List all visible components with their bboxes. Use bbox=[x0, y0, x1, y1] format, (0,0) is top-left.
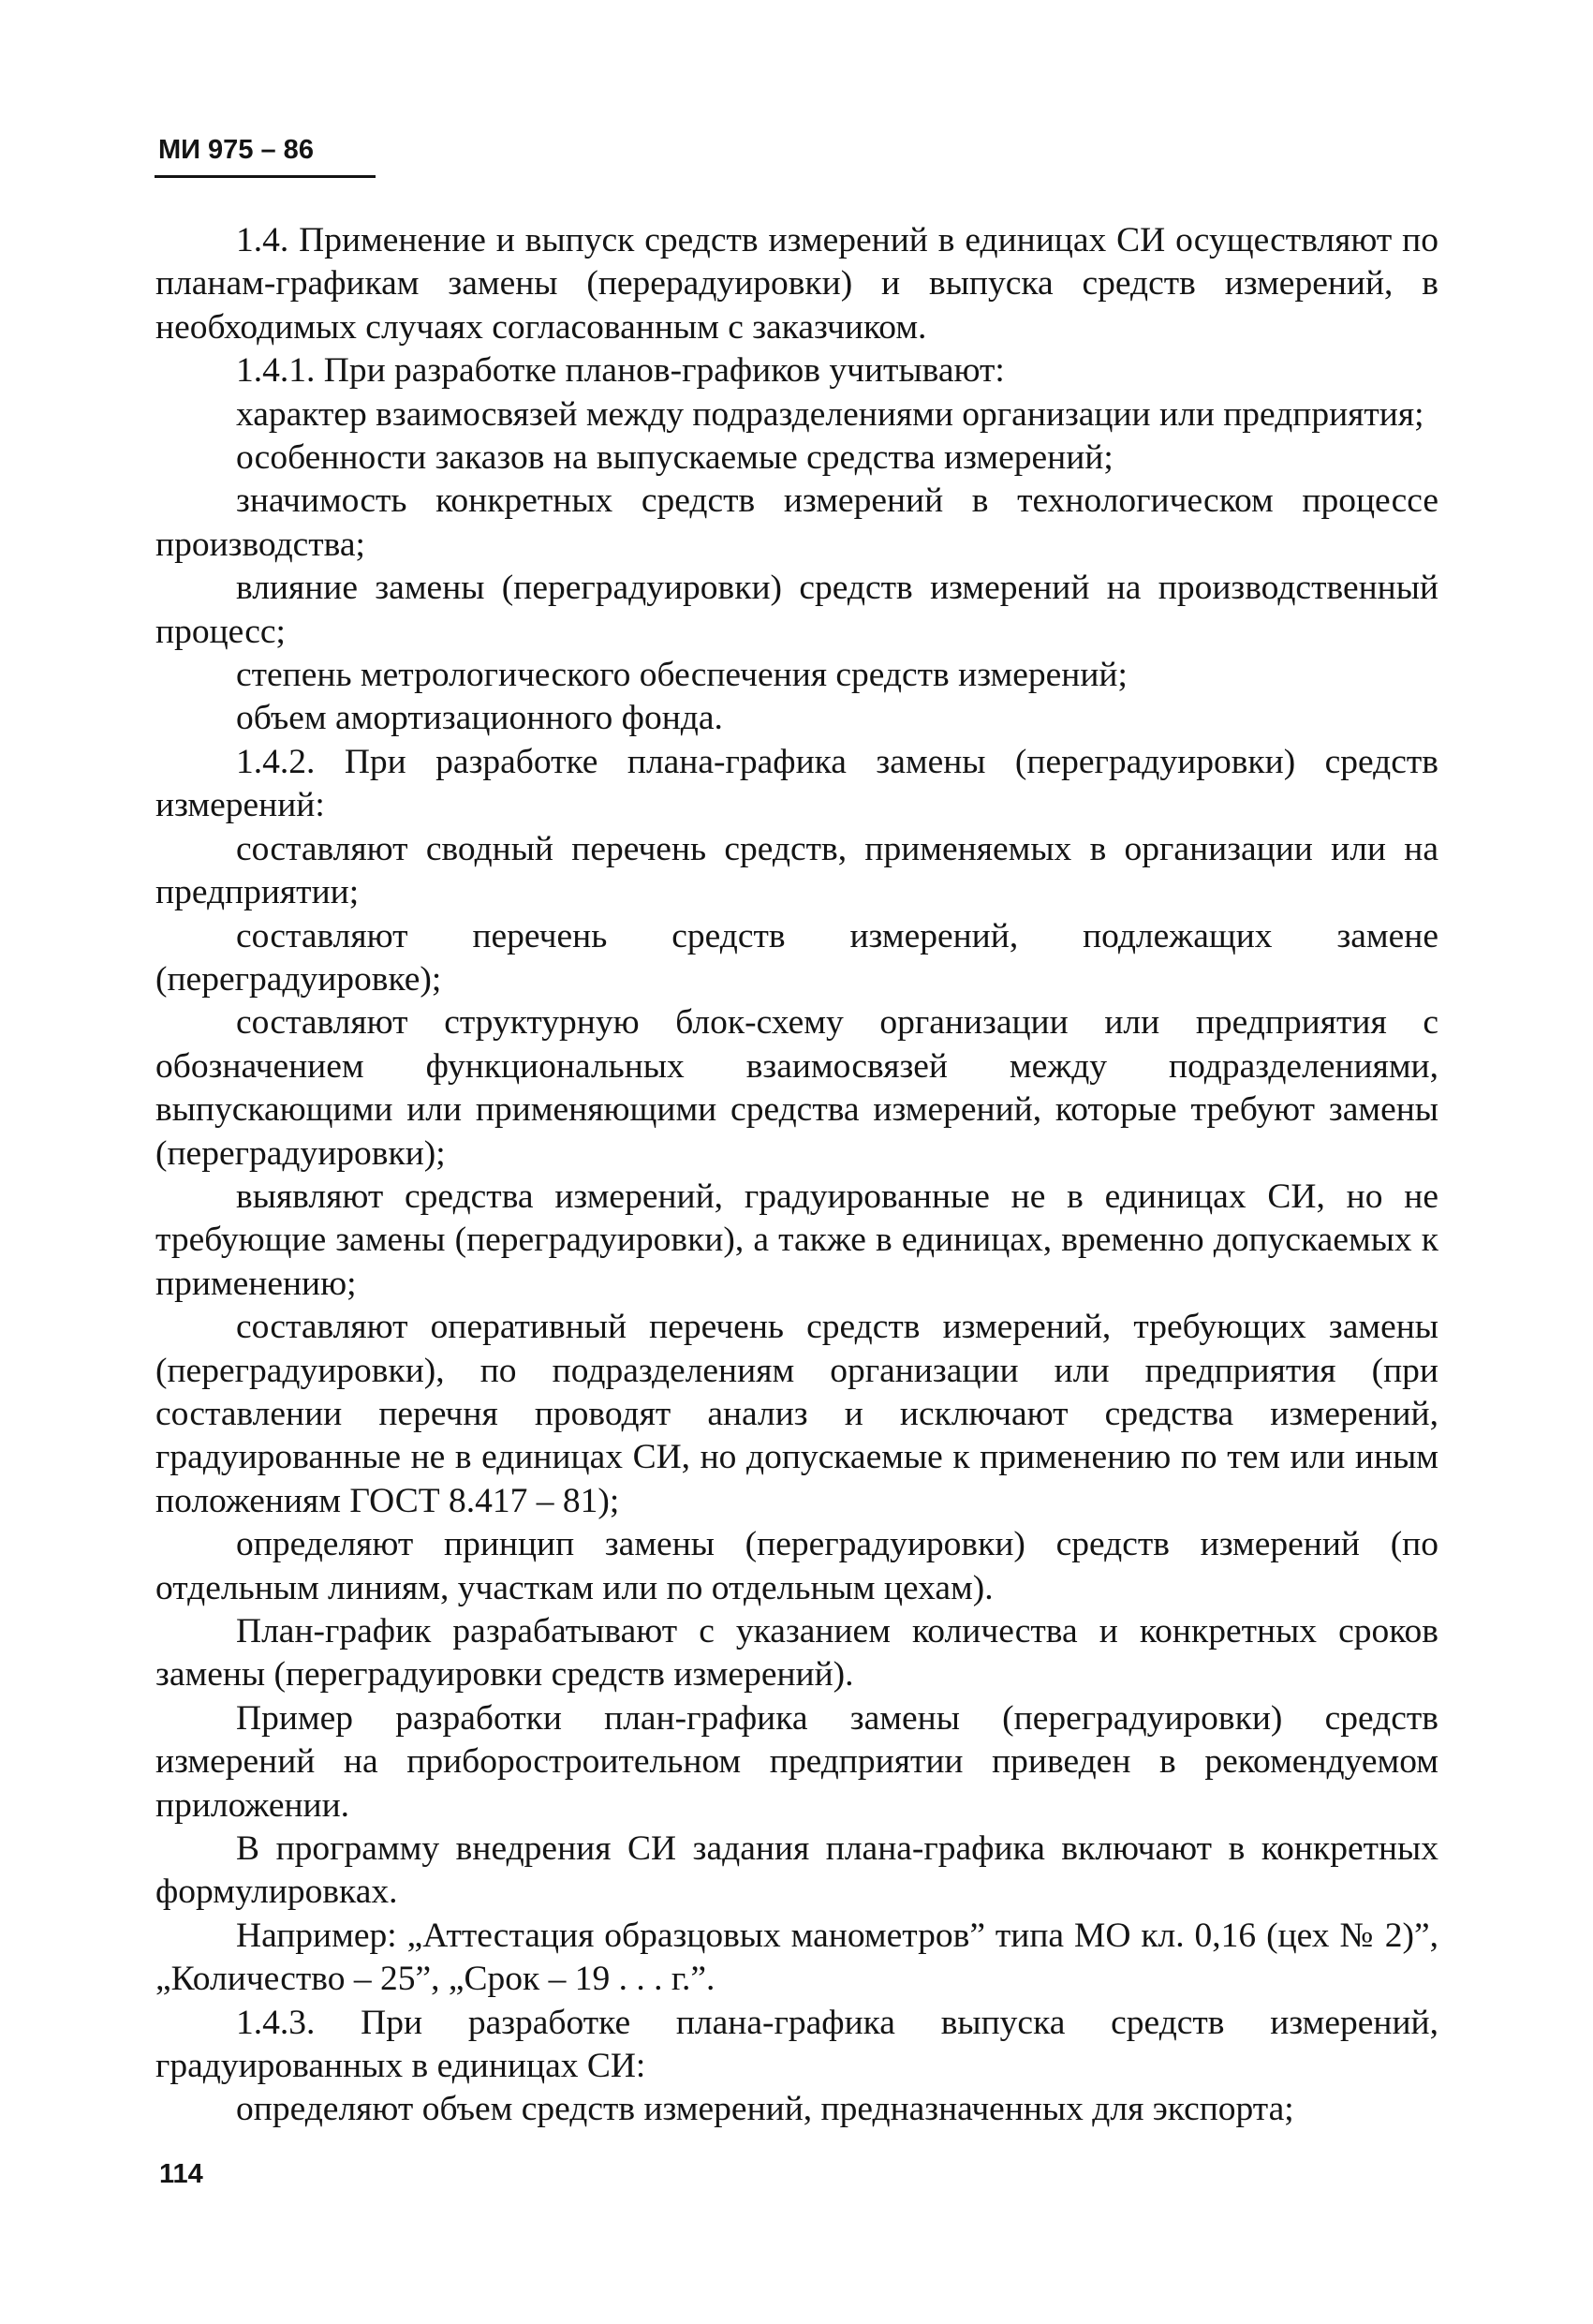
list-item: особенности заказов на выпускаемые средства измерений; bbox=[236, 438, 1114, 478]
header-rule bbox=[155, 175, 376, 178]
list-item: объем амортизационного фонда. bbox=[236, 699, 723, 738]
list-item: составляют оперативный перечень средств измерений, требующих замены (переградуировки), по подразделениям организации или предприятия (при составлении перечня проводят анализ и исключают средства измерений, градуированные не в единицах СИ, но допускаемые к применению по тем или иным положениям ГОСТ 8.417 – 81); bbox=[155, 1308, 1438, 1520]
list-item: значимость конкретных средств измерений в технологическом процессе производства; bbox=[155, 481, 1438, 564]
paragraph-example: Например: „Аттестация образцовых манометров” типа МО кл. 0,16 (цех № 2)”, „Количество – 25”, „Срок – 19 . . . г.”. bbox=[155, 1916, 1438, 1999]
list-item: составляют сводный перечень средств, применяемых в организации или на предприятии; bbox=[155, 829, 1438, 912]
page-number: 114 bbox=[159, 2159, 203, 2189]
list-item: степень метрологического обеспечения средств измерений; bbox=[236, 656, 1128, 695]
paragraph: План-график разрабатывают с указанием количества и конкретных сроков замены (переградуировки средств измерений). bbox=[155, 1612, 1438, 1695]
paragraph: Пример разработки план-графика замены (переградуировки) средств измерений на приборостроительном предприятии приведен в рекомендуемом приложении. bbox=[155, 1698, 1438, 1825]
body-text bbox=[155, 219, 1438, 2132]
paragraph-1-4: 1.4. Применение и выпуск средств измерений в единицах СИ осуществляют по планам-графикам замены (перерадуировки) и выпуска средств измерений, в необходимых случаях согласованным с заказчиком. bbox=[155, 221, 1438, 347]
document-code: МИ 975 – 86 bbox=[158, 135, 314, 165]
paragraph-1-4-1: 1.4.1. При разработке планов-графиков учитывают: bbox=[236, 351, 1005, 391]
paragraph-1-4-3: 1.4.3. При разработке плана-графика выпуска средств измерений, градуированных в единицах СИ: bbox=[155, 2003, 1438, 2086]
page-header bbox=[155, 134, 376, 178]
list-item: выявляют средства измерений, градуированные не в единицах СИ, но не требующие замены (переградуировки), а также в единицах, временно допускаемых к применению; bbox=[155, 1177, 1438, 1303]
list-item: определяют объем средств измерений, предназначенных для экспорта; bbox=[236, 2090, 1294, 2129]
paragraph-1-4-2: 1.4.2. При разработке плана-графика замены (переградуировки) средств измерений: bbox=[155, 742, 1438, 825]
list-item: составляют структурную блок-схему организации или предприятия с обозначением функциональных взаимосвязей между подразделениями, выпускающими или применяющими средства измерений, которые требуют замены (переградуировки); bbox=[155, 1003, 1438, 1173]
list-item: характер взаимосвязей между подразделениями организации или предприятия; bbox=[236, 394, 1424, 434]
list-item: составляют перечень средств измерений, подлежащих замене (переградуировке); bbox=[155, 916, 1438, 999]
paragraph: В программу внедрения СИ задания плана-графика включают в конкретных формулировках. bbox=[155, 1829, 1438, 1912]
list-item: влияние замены (переградуировки) средств измерений на производственный процесс; bbox=[155, 569, 1438, 651]
list-item: определяют принцип замены (переградуировки) средств измерений (по отдельным линиям, участкам или по отдельным цехам). bbox=[155, 1525, 1438, 1607]
